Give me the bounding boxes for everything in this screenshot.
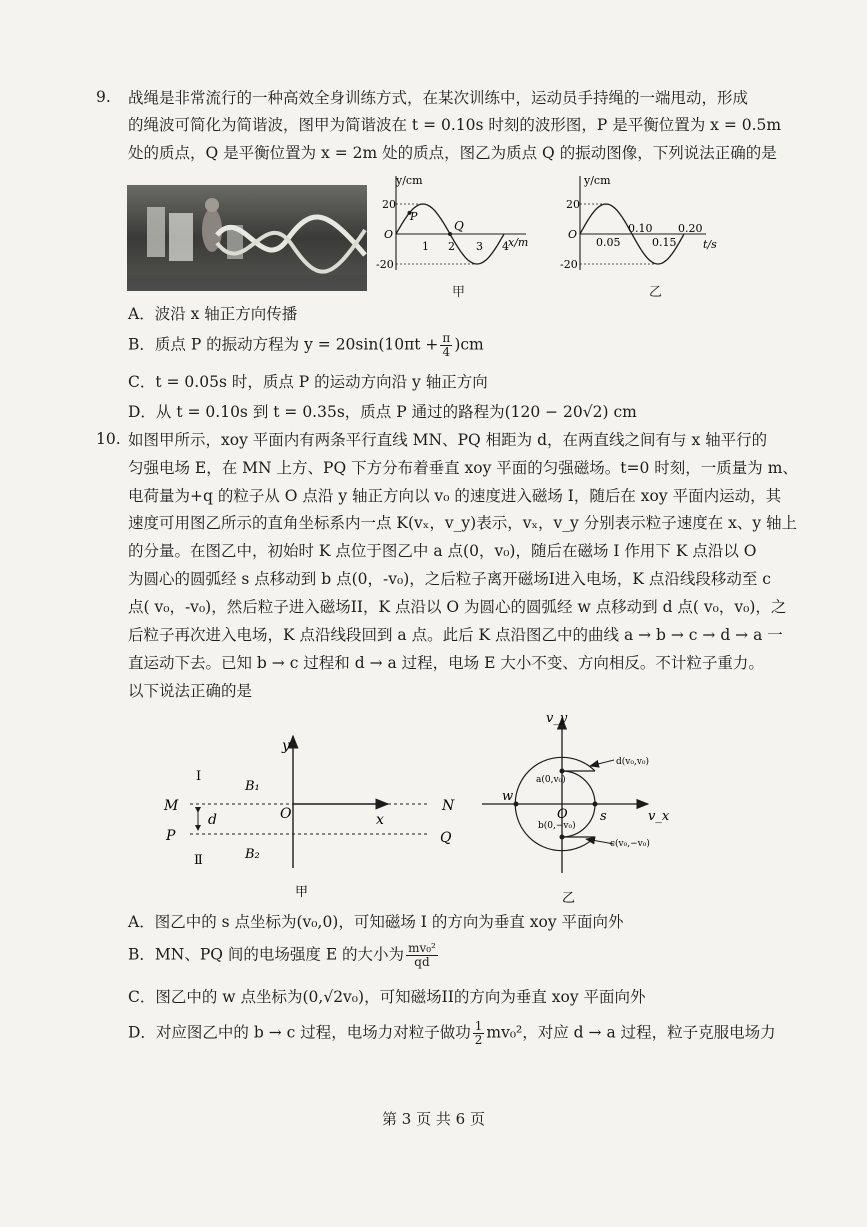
q10-option-d-tail: mv₀²，对应 d → a 过程，粒子克服电场力: [486, 1023, 776, 1042]
wave-graph-jia: [370, 172, 540, 277]
jia-point-q: Q: [454, 219, 464, 233]
label-a: a(0,v₀): [536, 775, 566, 785]
jia-ylabel: y/cm: [396, 174, 423, 187]
point-s: [593, 802, 598, 807]
jia-xtick-3: 3: [476, 240, 483, 253]
label-n: N: [442, 798, 455, 814]
label-o: O: [280, 806, 292, 822]
q9-option-a: A．波沿 x 轴正方向传播: [128, 305, 298, 323]
q10-line-2: 匀强电场 E，在 MN 上方、PQ 下方分布着垂直 xoy 平面的匀强磁场。t=0 时刻，一质量为 m、: [128, 459, 798, 477]
yi-ylabel: y/cm: [584, 174, 611, 187]
q10-line-7: 点( v₀，-v₀)，然后粒子进入磁场II，K 点沿以 O 为圆心的圆弧经 w 点移动到 d 点( v₀，v₀)，之: [128, 598, 787, 616]
q9-option-b-tail: )cm: [454, 335, 484, 354]
q10-line-6: 为圆心的圆弧经 s 点移动到 b 点(0，-v₀)，之后粒子离开磁场I进入电场，K 点沿线段移动至 c: [128, 570, 771, 588]
q9-line-2: 的绳波可简化为简谐波，图甲为简谐波在 t = 0.10s 时刻的波形图，P 是平衡位置为 x = 0.5m: [128, 116, 782, 134]
fig-yi-caption-2: 乙: [562, 891, 576, 906]
q9-line-3: 处的质点，Q 是平衡位置为 x = 2m 处的质点，图乙为质点 Q 的振动图像，下列说法正确的是: [128, 144, 777, 162]
frac-num: 1: [474, 1019, 483, 1033]
field-diagram-jia: [160, 728, 470, 918]
q9-option-c: C．t = 0.05s 时，质点 P 的运动方向沿 y 轴正方向: [128, 373, 488, 391]
q9-line-1: 战绳是非常流行的一种高效全身训练方式，在某次训练中，运动员手持绳的一端甩动，形成: [128, 89, 749, 107]
battle-rope-photo: [127, 185, 367, 291]
jia-origin: O: [384, 228, 394, 241]
yi-xtick-010: 0.10: [628, 222, 653, 235]
label-b1: B₁: [245, 779, 260, 794]
q9-option-b-text: B．质点 P 的振动方程为 y = 20sin(10πt +: [128, 335, 439, 354]
q10-line-5: 的分量。在图乙中，初始时 K 点位于图乙中 a 点(0，v₀)，随后在磁场 I 作用下 K 点沿以 O: [128, 542, 757, 560]
pointer-d: [590, 760, 614, 766]
fig-jia-caption: 甲: [452, 285, 466, 300]
fig-yi-caption: 乙: [649, 285, 663, 300]
yi-xlabel: t/s: [703, 238, 717, 251]
q10-line-4: 速度可用图乙所示的直角坐标系内一点 K(vₓ，v_y)表示，vₓ，v_y 分别表示粒子速度在 x、y 轴上: [128, 514, 798, 532]
jia-xtick-1: 1: [422, 240, 429, 253]
label-p: P: [166, 828, 176, 844]
q10-option-d-fraction: [473, 1020, 485, 1047]
q10-option-b-text: B．MN、PQ 间的电场强度 E 的大小为: [128, 945, 405, 964]
question-9-number: 9.: [96, 88, 111, 106]
yi-xtick-020: 0.20: [678, 222, 703, 235]
yi-xtick-015: 0.15: [652, 236, 677, 249]
label-b2: B₂: [245, 847, 260, 862]
question-10-number: 10.: [96, 430, 121, 448]
label-b: b(0,−v₀): [538, 821, 576, 831]
label-w: w: [502, 789, 514, 804]
label-d-point: d(v₀,v₀): [616, 757, 650, 767]
label-vx: v_x: [648, 809, 670, 824]
frac-den: qd: [414, 955, 430, 969]
yi-origin: O: [568, 228, 578, 241]
jia-ytick-20: 20: [382, 198, 396, 211]
jia-xtick-4: 4: [502, 240, 509, 253]
label-x: x: [376, 812, 384, 828]
q10-option-c: C．图乙中的 w 点坐标为(0,√2v₀)，可知磁场II的方向为垂直 xoy 平面向外: [128, 988, 646, 1006]
point-q-marker: [448, 232, 452, 236]
q9-option-d: D．从 t = 0.10s 到 t = 0.35s，质点 P 通过的路程为(120 − 20√2) cm: [128, 403, 637, 421]
label-m: M: [164, 798, 179, 814]
frac-num: mv₀²: [408, 941, 436, 955]
q10-line-1: 如图甲所示，xoy 平面内有两条平行直线 MN、PQ 相距为 d，在两直线之间有与 x 轴平行的: [128, 431, 768, 449]
yi-xtick-005: 0.05: [596, 236, 621, 249]
q10-line-9: 直运动下去。已知 b → c 过程和 d → a 过程，电场 E 大小不变、方向相反。不计粒子重力。: [128, 654, 764, 672]
label-y: y: [282, 738, 290, 754]
q10-line-3: 电荷量为+q 的粒子从 O 点沿 y 轴正方向以 v₀ 的速度进入磁场 I，随后在 xoy 平面内运动，其: [128, 487, 782, 505]
velocity-diagram-yi: [478, 708, 678, 908]
label-s: s: [600, 809, 607, 824]
jia-xtick-2: 2: [448, 240, 455, 253]
q10-option-b: [128, 942, 440, 969]
frac-den: 2: [474, 1033, 483, 1047]
q10-option-a: A．图乙中的 s 点坐标为(v₀,0)，可知磁场 I 的方向为垂直 xoy 平面向外: [128, 913, 624, 931]
fig-jia-caption-2: 甲: [295, 885, 309, 900]
label-region-ii: Ⅱ: [194, 853, 203, 868]
frac-num: π: [442, 331, 451, 345]
point-w: [514, 802, 519, 807]
jia-point-p: P: [410, 210, 418, 223]
yi-ytick-neg20: -20: [560, 258, 578, 271]
label-vy: v_y: [546, 711, 568, 726]
frac-den: 4: [442, 345, 451, 359]
label-region-i: I: [196, 769, 202, 784]
q10-option-d: [128, 1020, 776, 1047]
jia-ytick-neg20: -20: [376, 258, 394, 271]
label-o-2: O: [557, 807, 568, 822]
page-footer: 第 3 页 共 6 页: [382, 1110, 485, 1128]
vibration-graph-yi: [558, 172, 728, 277]
q10-line-10: 以下说法正确的是: [128, 682, 253, 700]
q9-option-b-fraction: [440, 332, 452, 359]
point-a: [560, 769, 565, 774]
label-c-point: c(v₀,−v₀): [610, 839, 650, 849]
q9-option-b: [128, 332, 484, 359]
point-b: [560, 835, 565, 840]
label-q: Q: [440, 830, 452, 846]
q10-line-8: 后粒子再次进入电场，K 点沿线段回到 a 点。此后 K 点沿图乙中的曲线 a → b → c → d → a 一: [128, 626, 783, 644]
label-d: d: [208, 812, 217, 828]
q10-option-b-fraction: [406, 942, 438, 969]
yi-ytick-20: 20: [566, 198, 580, 211]
q10-option-d-text: D．对应图乙中的 b → c 过程，电场力对粒子做功: [128, 1023, 471, 1042]
jia-xlabel: x/m: [508, 236, 529, 249]
